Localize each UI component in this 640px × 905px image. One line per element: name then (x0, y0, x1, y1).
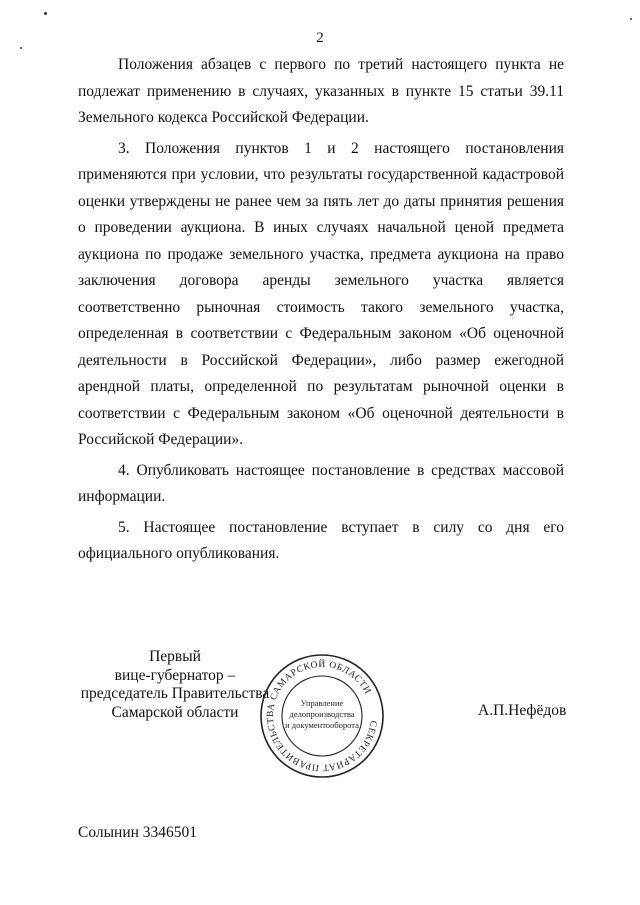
paragraph-3: 4. Опубликовать настоящее постановление в средствах массовой информации. (78, 461, 564, 505)
stamp-center-line-1: Управление (300, 698, 344, 708)
executor-code: Солынин 3346501 (78, 824, 198, 841)
signature-title-line-1: Первый (149, 648, 201, 665)
stamp-center-line-2: делопроизводства (289, 709, 355, 719)
paragraph-1: Положения абзацев с первого по третий настоящего пункта не подлежат применению в случаях, указанных в пункте 15 статьи 39.11 Земельного кодекса Российской Федерации. (78, 56, 564, 126)
signature-title-line-2: вице-губернатор – (114, 666, 236, 684)
paragraph-2: 3. Положения пунктов 1 и 2 настоящего постановления применяются при условии, что результаты государственной кадастровой оценки утверждены не ранее чем за пять лет до даты принятия решения о проведении аукциона. В иных случаях начальной ценой предмета аукциона по продаже земельного участка, предмета аукциона на право заключения договора аренды земельного участка является соответственно рыночная стоимость такого земельного участка, определенная в соответствии с Федеральным законом «Об оценочной деятельности в Российской Федерации», либо размер ежегодной арендной платы, определенной по результатам рыночной оценки в соответствии с Федеральным законом «Об оценочной деятельности в Российской Федерации». (78, 139, 564, 448)
signature-title-block (80, 648, 270, 722)
scan-speck (20, 47, 22, 49)
scan-speck (44, 12, 47, 15)
signer-name: А.П.Нефёдов (478, 702, 567, 719)
document-body (78, 52, 564, 572)
paragraph-4: 5. Настоящее постановление вступает в силу со дня его официального опубликования. (78, 518, 564, 562)
scan-speck (630, 18, 632, 20)
stamp-center-line-3: и документооборота (285, 720, 359, 730)
stamp-ring-text: СЕКРЕТАРИАТ ПРАВИТЕЛЬСТВА САМАРСКОЙ ОБЛАСТИ (265, 659, 378, 773)
signature-title-line-4: Самарской области (111, 703, 239, 721)
official-stamp (258, 652, 386, 780)
signature-title-line-3: председатель Правительства (80, 685, 270, 702)
page-number: 2 (316, 30, 324, 46)
